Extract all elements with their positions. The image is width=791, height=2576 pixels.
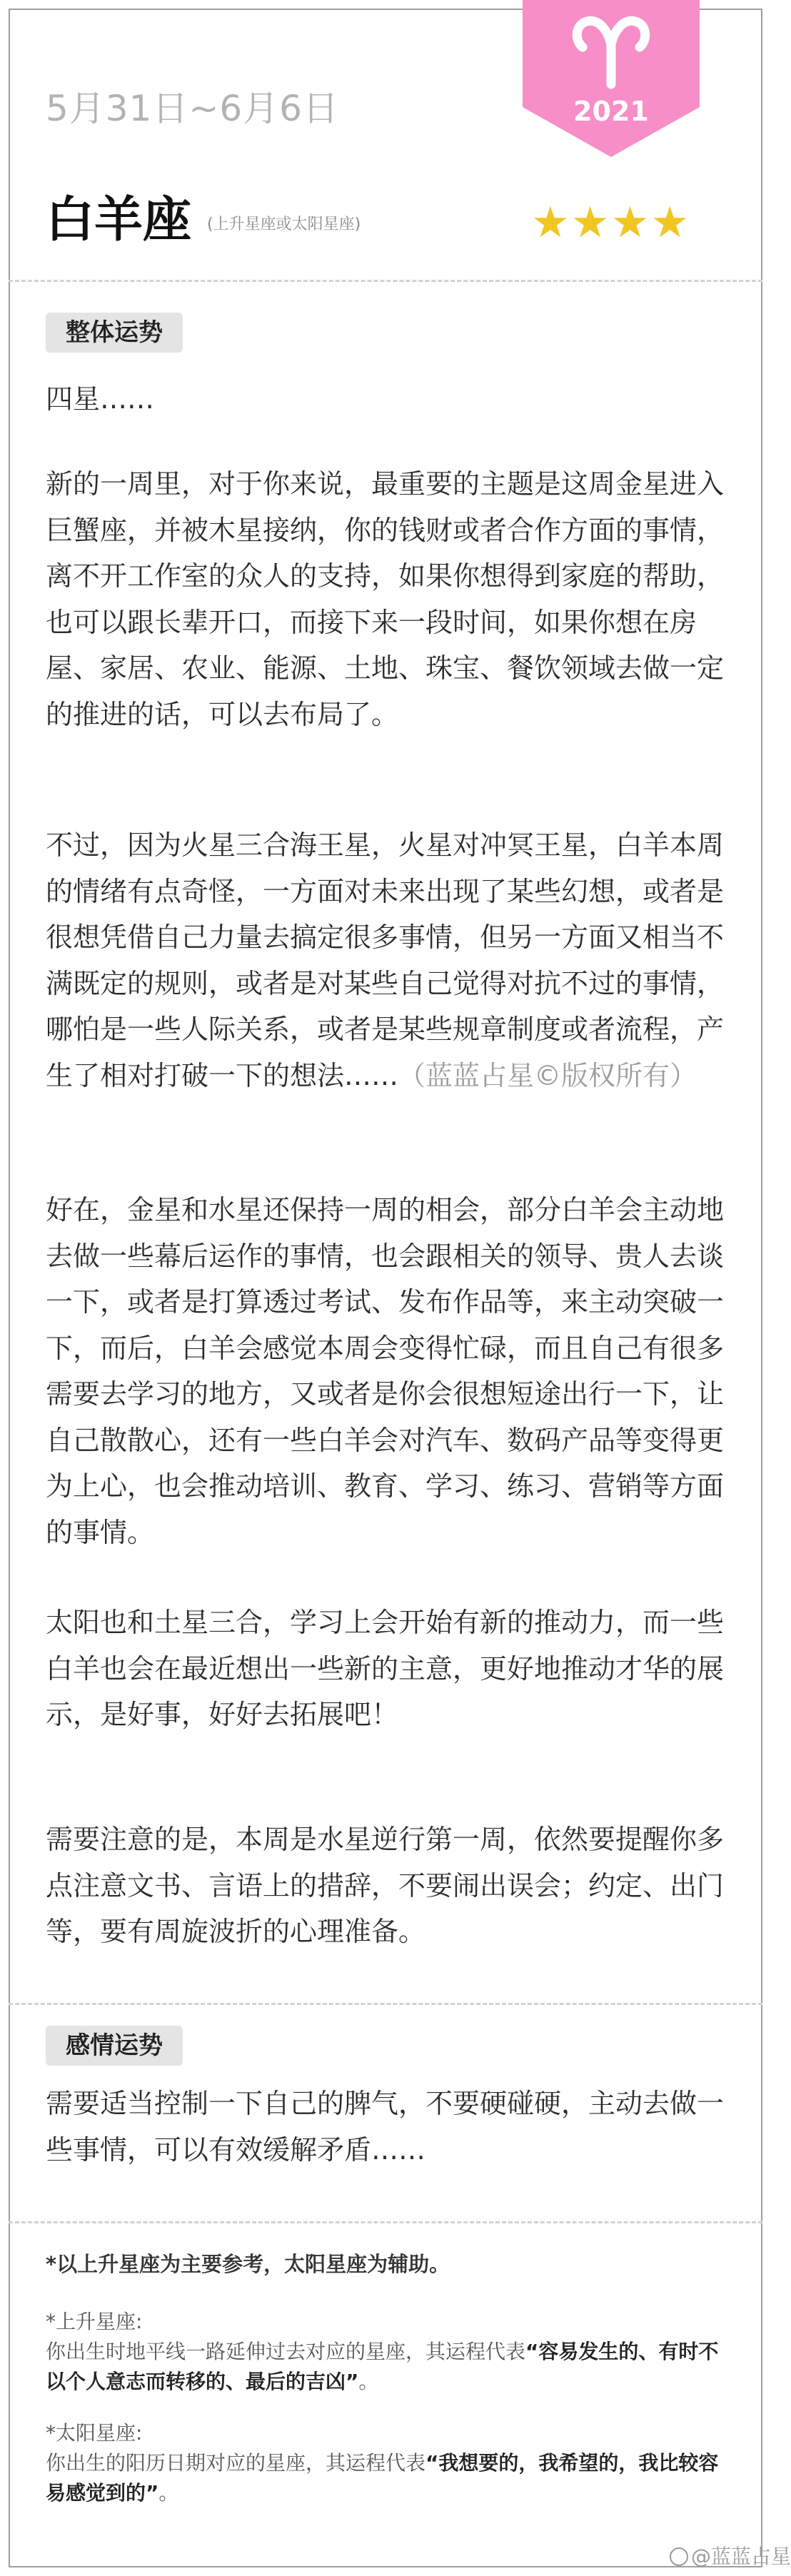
love-paragraph: 需要适当控制一下自己的脾气，不要硬碰硬，主动去做一些事情，可以有效缓解矛盾…… [46,2088,725,2166]
sign-title: 白羊座 [46,192,192,248]
sun-title: *太阳星座: [46,2421,143,2445]
overall-paragraph-5: 太阳也和土星三合，学习上会开始有新的推动力，而一些白羊也会在最近想出一些新的主意，更好地推动才华的展示，是好事，好好去拓展吧！ [46,1607,725,1730]
rising-title: *上升星座: [46,2310,143,2333]
copyright-note: （蓝蓝占星©版权所有） [398,1059,697,1091]
divider [9,2003,762,2005]
weibo-icon [670,2547,688,2566]
divider [9,2221,762,2223]
overall-fortune-tag: 整体运势 [46,313,183,353]
overall-paragraph-4: 好在，金星和水星还保持一周的相会，部分白羊会主动地去做一些幕后运作的事情，也会跟相关的领导、贵人去谈一下，或者是打算透过考试、发布作品等，来主动突破一下，而后，白羊会感觉本周会变得忙碌，而且自己有很多需要去学习的地方，又或者是你会很想短途出行一下，让自己散散心，还有一些白羊会对汽车、数码产品等变得更为上心，也会推动培训、教育、学习、练习、营销等方面的事情。 [46,1194,725,1548]
overall-paragraph-3 [46,822,734,1098]
footnote-rising [46,2307,734,2397]
overall-paragraph-6: 需要注意的是，本周是水星逆行第一周，依然要提醒你多点注意文书、言语上的措辞，不要闹出误会；约定、出门等，要有周旋波折的心理准备。 [46,1824,725,1947]
watermark [670,2541,791,2570]
year-ribbon [523,0,700,164]
footnote-sun [46,2418,734,2508]
year-label: 2021 [573,96,649,127]
overall-paragraph-2: 新的一周里，对于你来说，最重要的主题是这周金星进入巨蟹座，并被木星接纳，你的钱财或者合作方面的事情，离不开工作室的众人的支持，如果你想得到家庭的帮助，也可以跟长辈开口，而接下来一段时间，如果你想在房屋、家居、农业、能源、土地、珠宝、餐饮领域去做一定的推进的话，可以去布局了。 [46,468,725,730]
watermark-text: @蓝蓝占星 [691,2545,791,2568]
footnote-main: *以上升星座为主要参考，太阳星座为辅助。 [46,2252,450,2276]
divider [9,280,762,282]
sun-meaning: “我想要的，我希望的，我比较容易感觉到的” [46,2451,719,2505]
overall-paragraph-3-text: 不过，因为火星三合海王星，火星对冲冥王星，白羊本周的情绪有点奇怪，一方面对未来出现了某些幻想，或者是很想凭借自己力量去搞定很多事情，但另一方面又相当不满既定的规则，或者是对某些自己觉得对抗不过的事情，哪怕是一些人际关系，或者是某些规章制度或者流程，产生了相对打破一下的想法…… [46,829,725,1091]
love-fortune-tag: 感情运势 [46,2026,183,2066]
sun-text: 你出生的阳历日期对应的星座，其运程代表 [46,2451,426,2475]
sun-end: 。 [158,2481,179,2505]
sign-note: (上升星座或太阳星座) [207,216,361,233]
overall-paragraph-1: 四星…… [46,383,155,415]
rising-meaning: “容易发生的、有时不以个人意志而转移的、最后的吉凶” [46,2340,719,2393]
star-rating: ★★★★ [531,198,691,248]
rising-text: 你出生时地平线一路延伸过去对应的星座，其运程代表 [46,2340,526,2363]
rising-end: 。 [358,2370,379,2393]
date-range: 5月31日~6月6日 [46,88,339,129]
